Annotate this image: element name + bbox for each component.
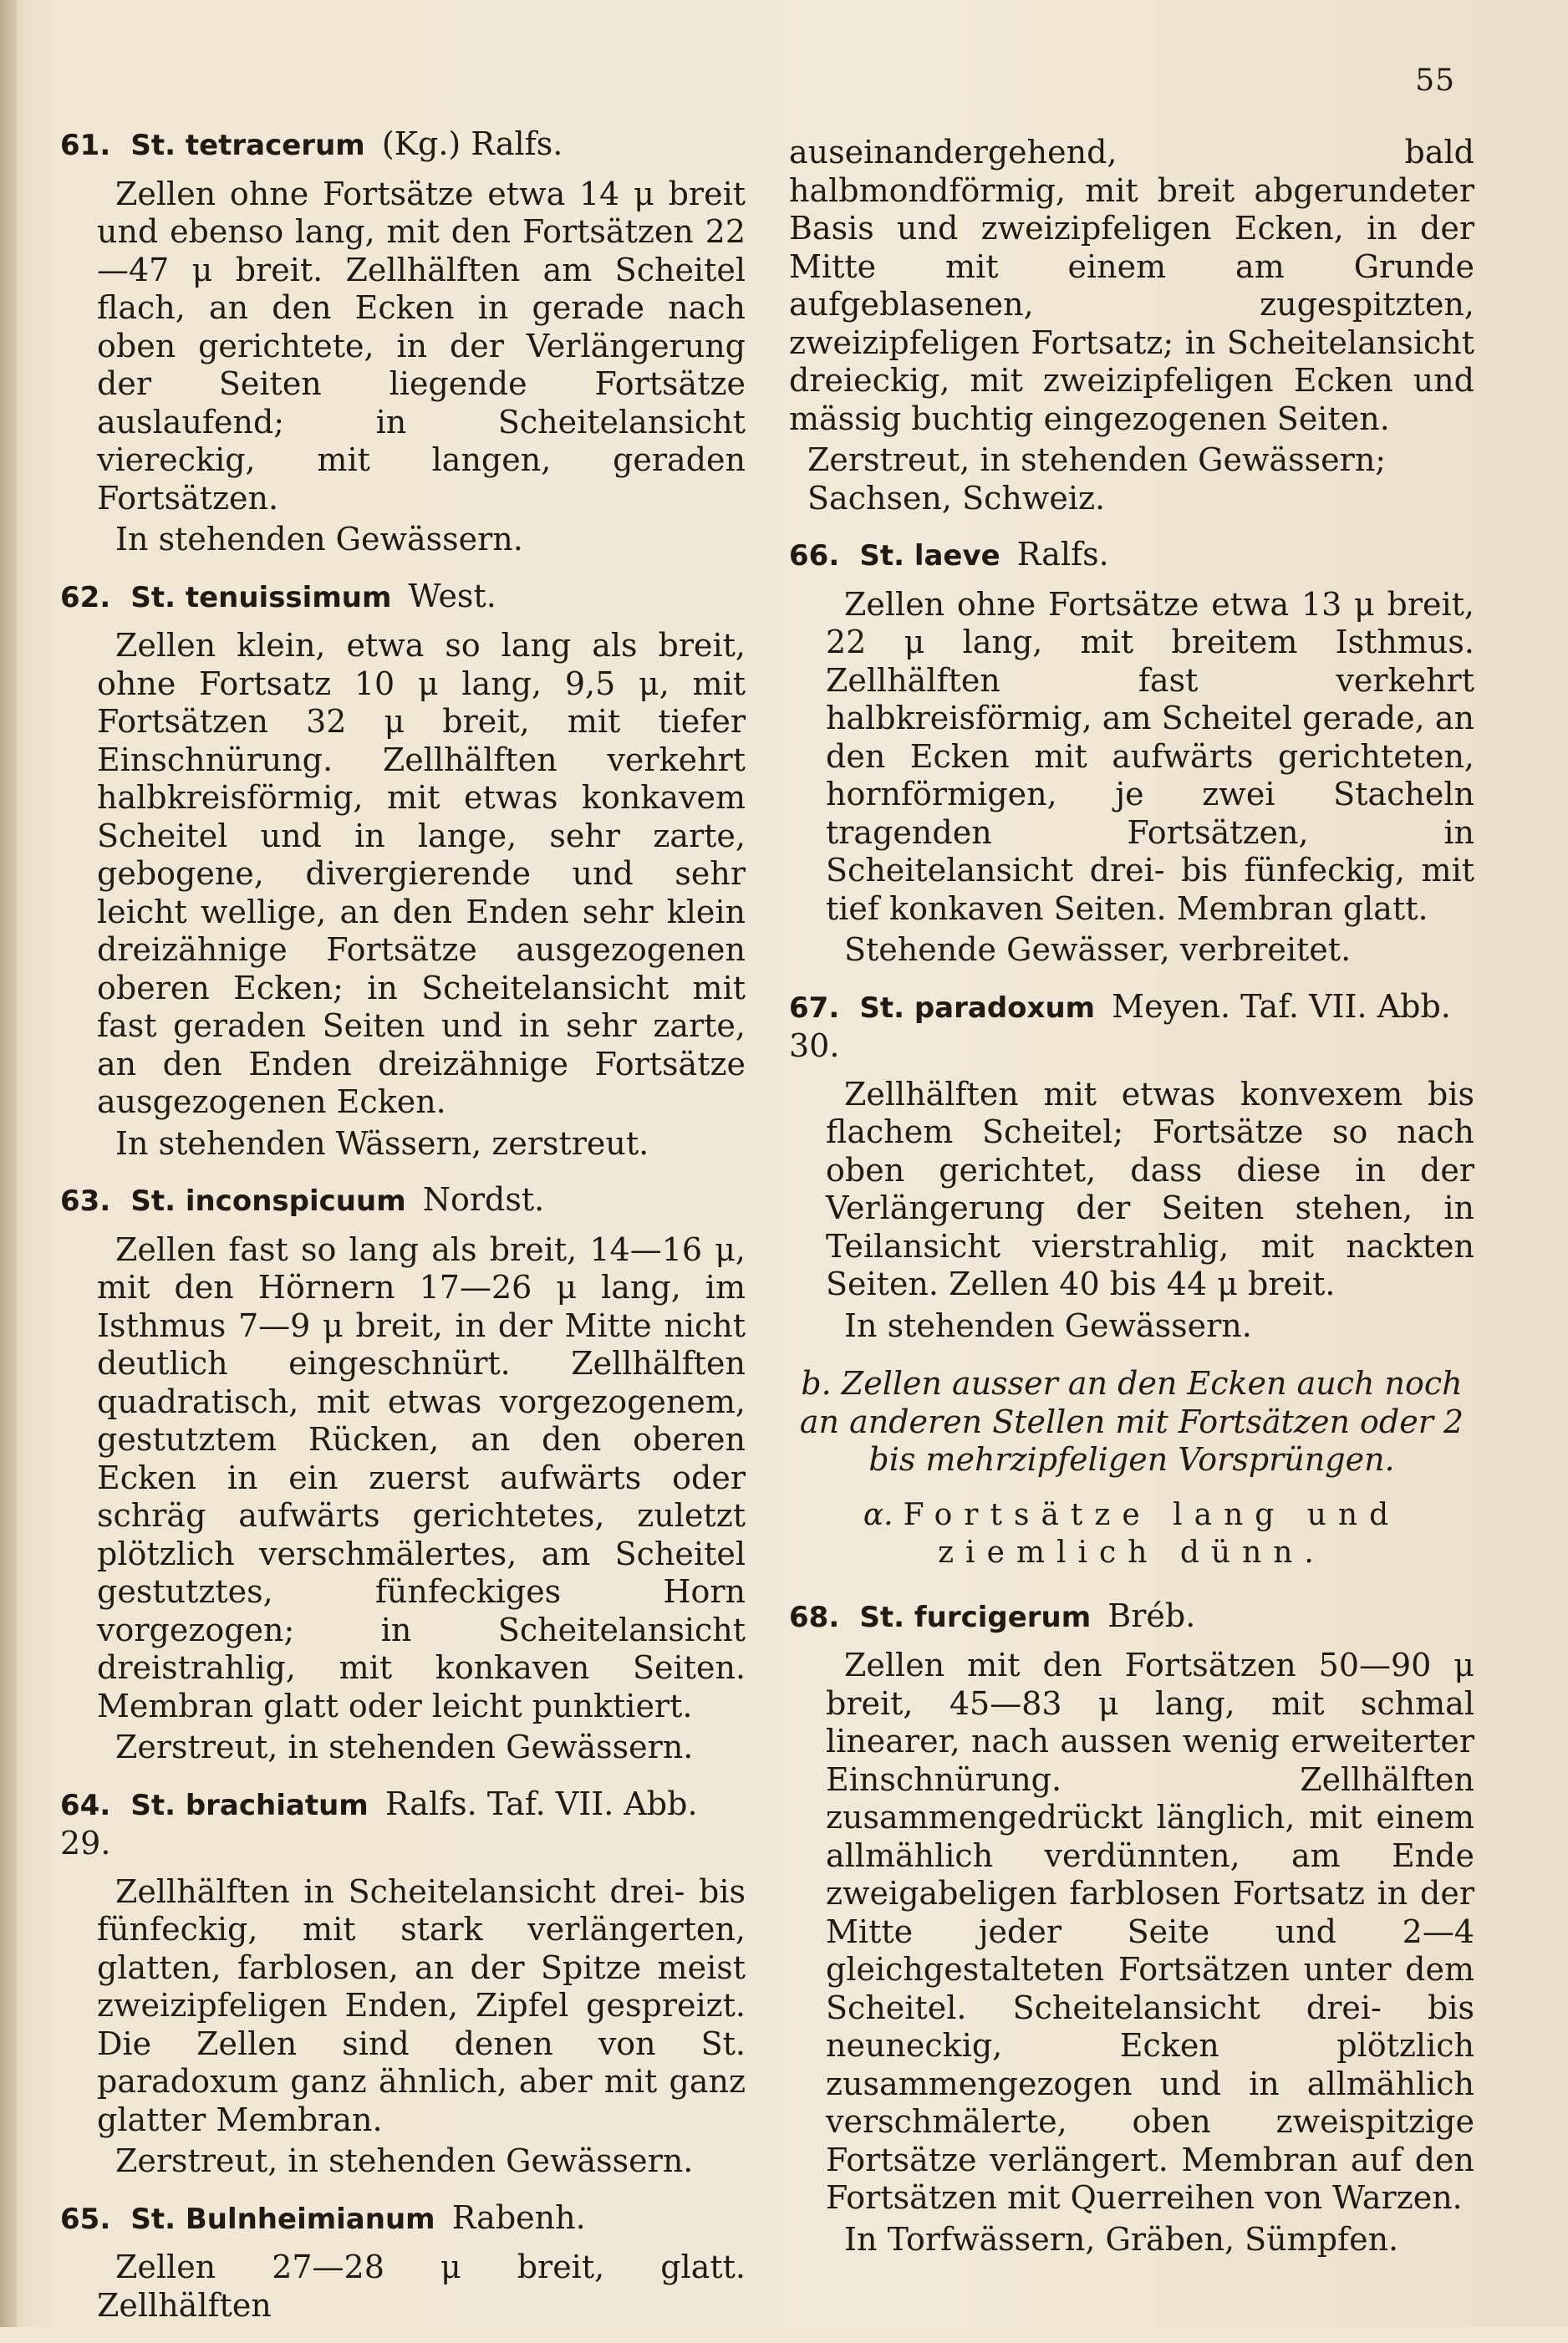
species-authority: Rabenh.	[451, 2198, 586, 2236]
entry-number: 62.	[60, 580, 111, 614]
species-name: St. Bulnheimianum	[130, 2202, 435, 2236]
entry-habitat: In stehenden Gewässern.	[844, 1306, 1252, 1344]
species-entry-66	[789, 536, 1474, 970]
entry-description: Zellen ohne Fortsätze etwa 14 μ breit und ebenso lang, mit den Fortsätzen 22—47 μ breit. Zellhälften am Scheitel flach, an den Ecken in gerade nach oben gerichtete, in der Verlängerung der Seiten liegende Fortsätze auslaufend; in Scheitelansicht viereckig, mit langen, geraden Fortsätzen.	[97, 175, 746, 517]
entry-heading	[60, 578, 746, 618]
section-title: Fortsätze lang und ziemlich dünn.	[903, 1497, 1401, 1570]
entry-number: 68.	[789, 1600, 840, 1634]
entry-habitat: Zerstreut, in stehenden Gewässern; Sachsen, Schweiz.	[807, 441, 1387, 517]
entry-description: Zellhälften mit etwas konvexem bis flachem Scheitel; Fortsätze so nach oben gerichtet, dass diese in der Verlängerung der Seiten stehen, in Teilansicht vierstrahlig, mit nackten Seiten. Zellen 40 bis 44 μ breit.	[826, 1075, 1474, 1302]
page-number: 55	[1415, 64, 1455, 98]
entry-heading	[60, 2199, 746, 2239]
species-authority: (Kg.) Ralfs.	[381, 125, 563, 162]
species-name: St. furcigerum	[859, 1600, 1092, 1634]
entry-habitat: In stehenden Wässern, zerstreut.	[115, 1124, 649, 1162]
entry-number: 67.	[789, 991, 840, 1025]
left-column	[60, 125, 746, 2343]
species-authority: Meyen. Taf. VII. Abb. 30.	[789, 987, 1451, 1064]
entry-number: 61.	[60, 129, 111, 162]
right-column	[789, 134, 1474, 2277]
section-heading-b: b. Zellen ausser an den Ecken auch noch an anderen Stellen mit Fortsätzen oder 2 bis mehrzipfeligen Vorsprüngen.	[799, 1365, 1464, 1478]
species-name: St. paradoxum	[859, 991, 1096, 1025]
entry-habitat: Stehende Gewässer, verbreitet.	[844, 931, 1352, 968]
entry-habitat: In stehenden Gewässern.	[115, 521, 523, 558]
species-entry-65-continued	[789, 134, 1474, 517]
species-entry-65	[60, 2199, 746, 2325]
entry-number: 65.	[60, 2202, 111, 2236]
page-binding-edge	[0, 0, 17, 2327]
entry-heading	[60, 1181, 746, 1221]
species-authority: Bréb.	[1107, 1597, 1196, 1634]
entry-heading	[60, 1785, 746, 1863]
species-entry-62	[60, 578, 746, 1164]
species-entry-64	[60, 1785, 746, 2181]
entry-number: 64.	[60, 1788, 111, 1822]
entry-number: 66.	[789, 539, 840, 573]
entry-description: Zellen 27—28 μ breit, glatt. Zellhälften	[97, 2249, 746, 2324]
entry-description: Zellen ohne Fortsätze etwa 13 μ breit, 22 μ lang, mit breitem Isthmus. Zellhälften fast verkehrt halbkreisförmig, am Scheitel gerade, an den Ecken mit aufwärts gerichteten, hornförmigen, je zwei Stacheln tragenden Fortsätzen, in Scheitelansicht drei- bis fünfeckig, mit tief konkaven Seiten. Membran glatt.	[826, 585, 1474, 927]
species-entry-61	[60, 125, 746, 559]
entry-description: Zellen klein, etwa so lang als breit, ohne Fortsatz 10 μ lang, 9,5 μ, mit Fortsätzen 32 μ breit, mit tiefer Einschnürung. Zellhälften verkehrt halbkreisförmig, mit etwas konkavem Scheitel und in lange, sehr zarte, gebogene, divergierende und sehr leicht wellige, an den Enden sehr klein dreizähnige Fortsätze ausgezogenen oberen Ecken; in Scheitelansicht mit fast geraden Seiten und in sehr zarte, an den Enden dreizähnige Fortsätze ausgezogenen Ecken.	[97, 627, 746, 1120]
entry-heading	[789, 536, 1474, 576]
entry-description: Zellhälften in Scheitelansicht drei- bis fünfeckig, mit stark verlängerten, glatten, farblosen, an der Spitze meist zweizipfeligen Enden, Zipfel gespreizt. Die Zellen sind denen von St. paradoxum ganz ähnlich, aber mit ganz glatter Membran.	[97, 1872, 746, 2138]
entry-habitat: In Torfwässern, Gräben, Sümpfen.	[844, 2220, 1399, 2258]
entry-heading	[60, 125, 746, 166]
section-heading-alpha	[789, 1496, 1474, 1572]
entry-heading	[789, 988, 1474, 1066]
species-name: St. brachiatum	[130, 1788, 369, 1822]
species-name: St. laeve	[859, 539, 1000, 573]
entry-description: Zellen fast so lang als breit, 14—16 μ, mit den Hörnern 17—26 μ lang, im Isthmus 7—9 μ breit, in der Mitte nicht deutlich eingeschnürt. Zellhälften quadratisch, mit etwas vorgezogenem, gestutztem Rücken, an den oberen Ecken in ein zuerst aufwärts oder schräg aufwärts gerichtetes, zuletzt plötzlich verschmälertes, am Scheitel gestutztes, fünfeckiges Horn vorgezogen; in Scheitelansicht dreistrahlig, mit konkaven Seiten. Membran glatt oder leicht punktiert.	[97, 1230, 746, 1724]
species-entry-63	[60, 1181, 746, 1767]
species-name: St. tenuissimum	[130, 580, 392, 614]
species-authority: Nordst.	[422, 1181, 545, 1218]
entry-habitat: Zerstreut, in stehenden Gewässern.	[115, 2142, 694, 2179]
entry-description: Zellen mit den Fortsätzen 50—90 μ breit, 45—83 μ lang, mit schmal linearer, nach aussen wenig erweiterter Einschnürung. Zellhälften zusammengedrückt länglich, mit einem allmählich verdünnten, am Ende zweigabeligen farblosen Fortsatz in der Mitte jeder Seite und 2—4 gleichgestalteten Fortsätzen unter dem Scheitel. Scheitelansicht drei- bis neuneckig, Ecken plötzlich zusammengezogen und in allmählich verschmälerte, oben zweispitzige Fortsätze verlängert. Membran auf den Fortsätzen mit Querreihen von Warzen.	[826, 1647, 1474, 2216]
species-entry-67	[789, 988, 1474, 1346]
entry-description-continued: auseinandergehend, bald halbmondförmig, mit breit abgerundeter Basis und zweizipfeligen Ecken, in der Mitte mit einem am Grunde aufgeblasenen, zugespitzten, zweizipfeligen Fortsatz; in Scheitelansicht dreieckig, mit zweizipfeligen Ecken und mässig buchtig eingezogenen Seiten.	[789, 134, 1474, 437]
species-authority: West.	[408, 577, 496, 614]
species-authority: Ralfs. Taf. VII. Abb. 29.	[60, 1785, 698, 1862]
species-name: St. inconspicuum	[130, 1184, 406, 1218]
entry-habitat: Zerstreut, in stehenden Gewässern.	[115, 1729, 694, 1765]
species-name: St. tetracerum	[130, 129, 365, 162]
entry-number: 63.	[60, 1184, 111, 1218]
species-entry-68	[789, 1597, 1474, 2259]
section-marker: α.	[863, 1497, 893, 1532]
species-authority: Ralfs.	[1016, 536, 1109, 573]
entry-heading	[789, 1597, 1474, 1638]
